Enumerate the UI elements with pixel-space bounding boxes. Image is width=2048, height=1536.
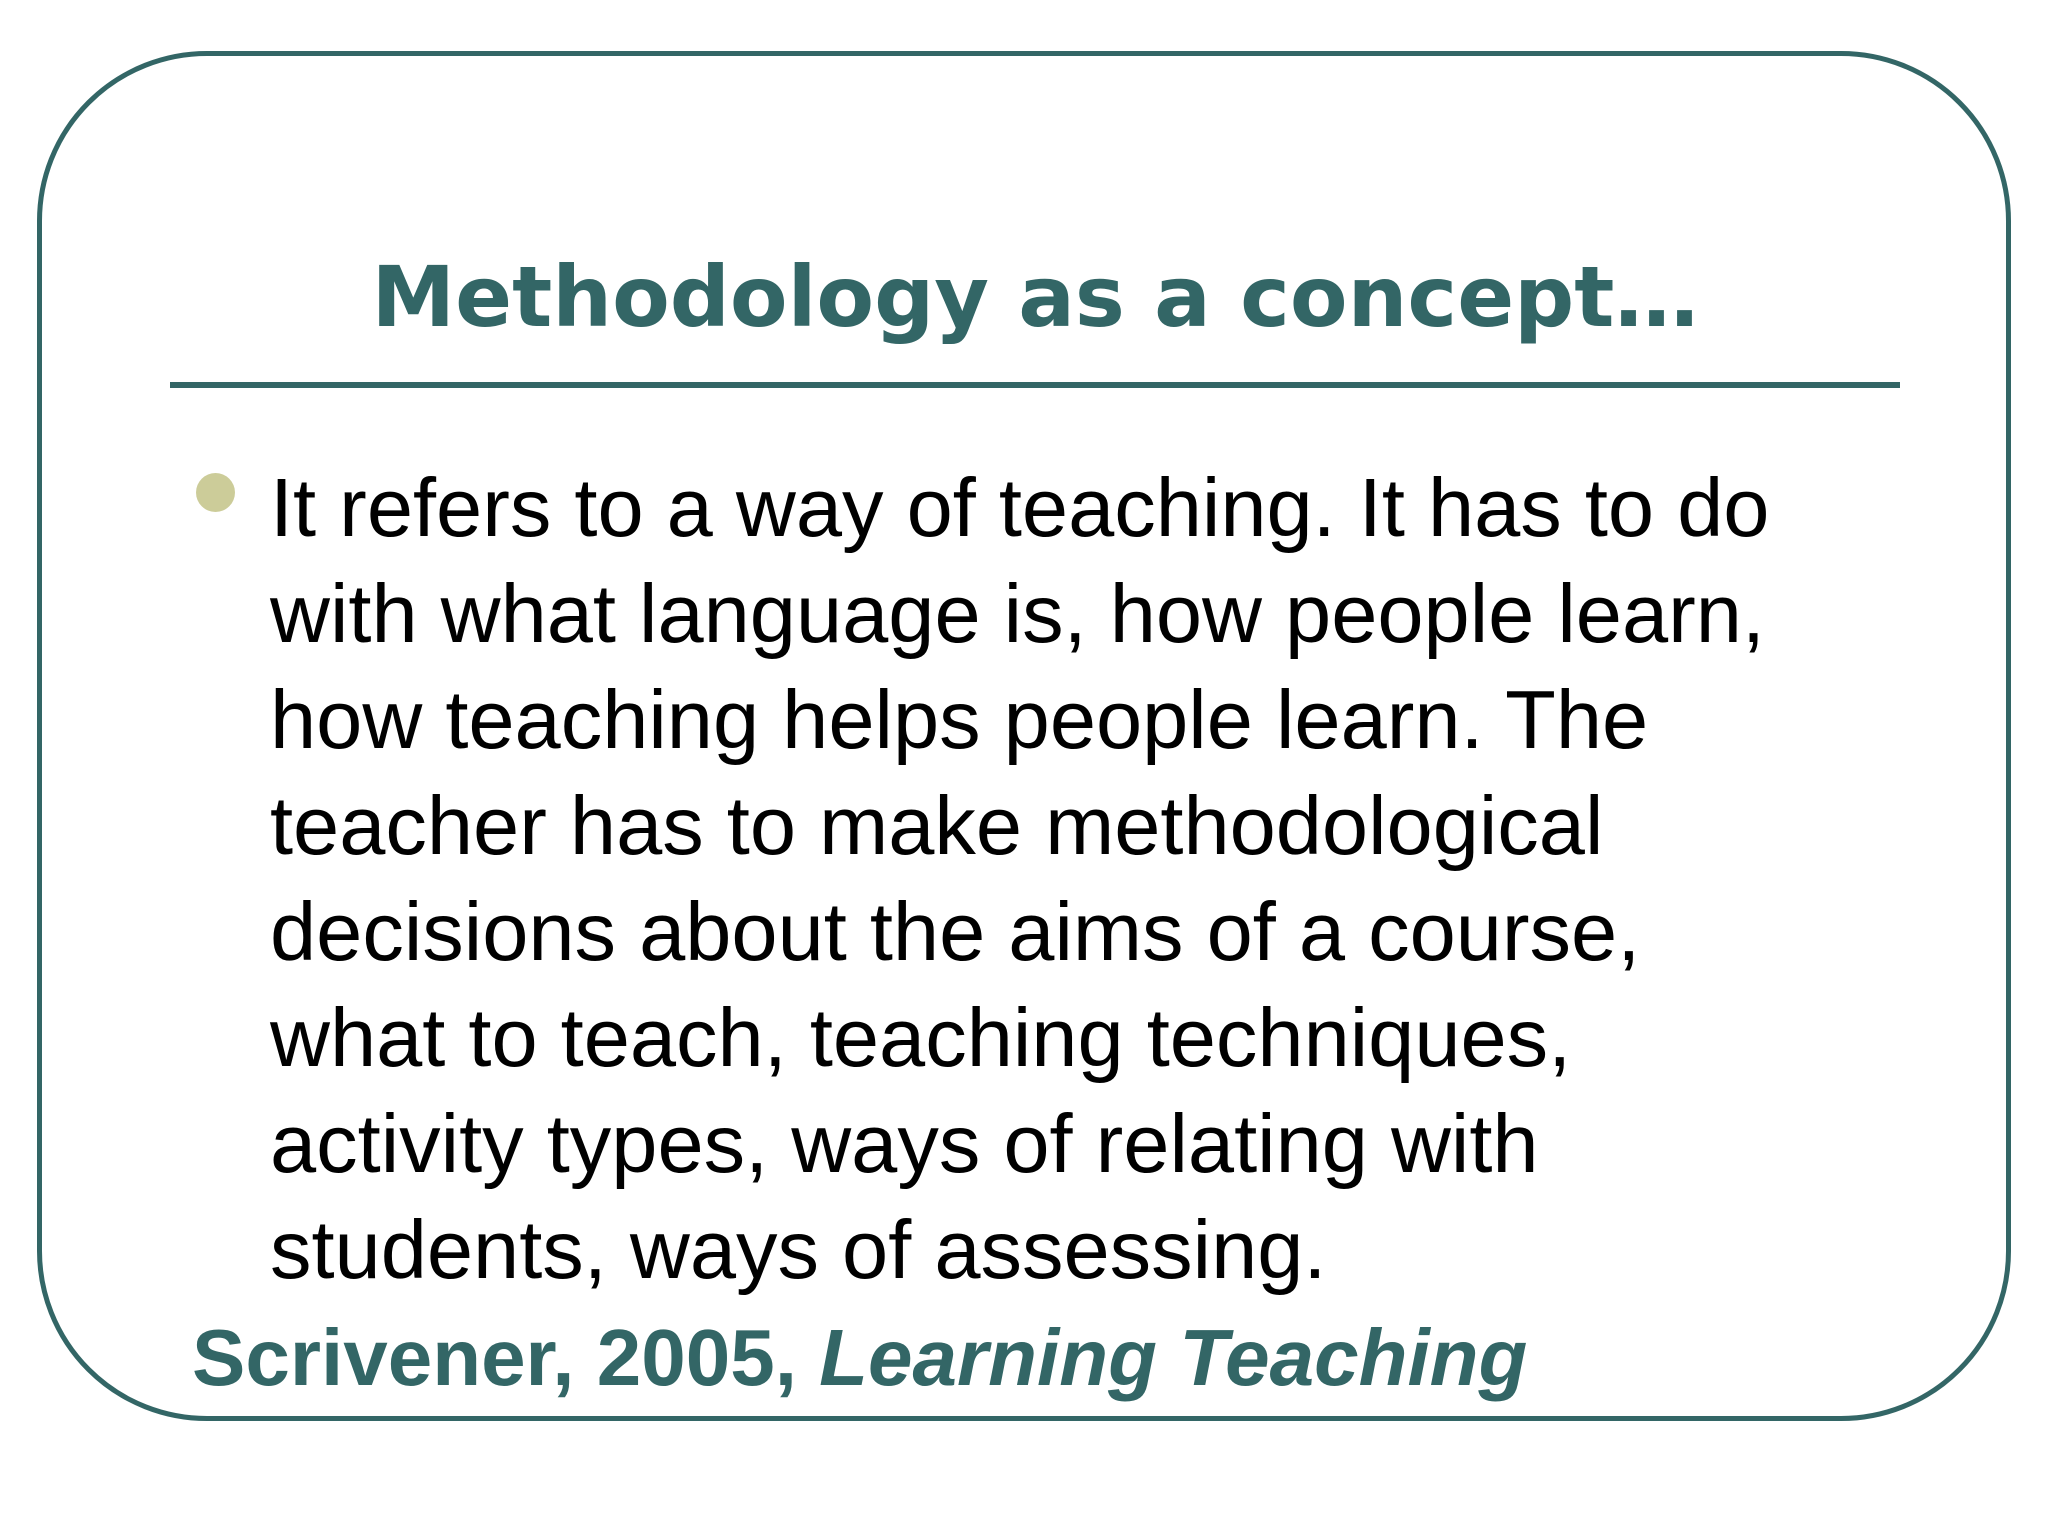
slide-title: Methodology as a concept… <box>371 248 1699 346</box>
bullet-text-line: teacher has to make methodological <box>270 779 1604 872</box>
bullet-text-line: It refers to a way of teaching. It has to do <box>270 461 1770 554</box>
citation-book-title: Learning Teaching <box>819 1313 1528 1402</box>
title-divider <box>170 382 1900 388</box>
citation-author-year: Scrivener, 2005, <box>192 1313 820 1402</box>
bullet-icon <box>196 473 235 512</box>
bullet-text-line: students, ways of assessing. <box>270 1203 1327 1296</box>
bullet-text-line: decisions about the aims of a course, <box>270 885 1641 978</box>
bullet-text-line: what to teach, teaching techniques, <box>270 991 1572 1084</box>
bullet-text-line: activity types, ways of relating with <box>270 1097 1539 1190</box>
citation <box>192 1313 1528 1402</box>
bullet-text-line: with what language is, how people learn, <box>270 567 1765 660</box>
bullet-text <box>270 455 1910 1303</box>
bullet-text-line: how teaching helps people learn. The <box>270 673 1649 766</box>
